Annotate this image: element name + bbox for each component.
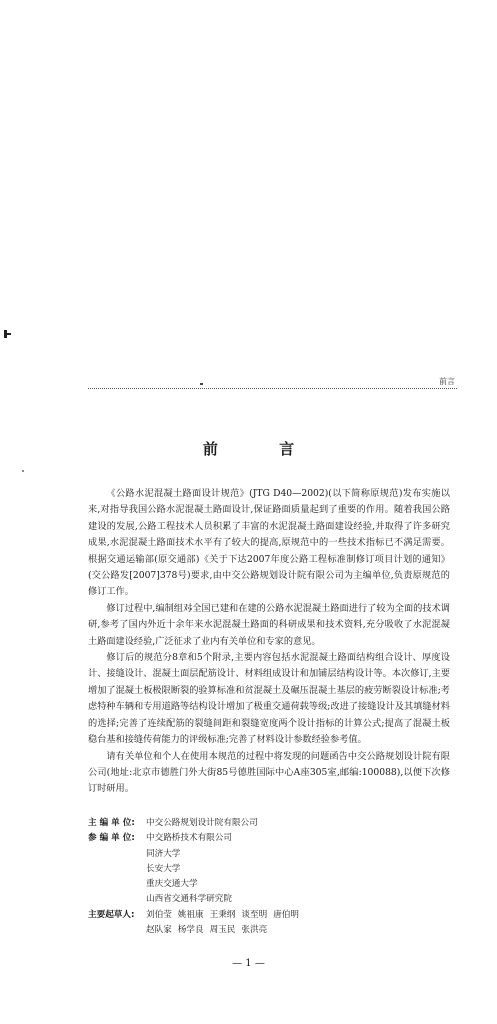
preface-body [88,486,450,798]
page-number: — 1 — [232,958,265,969]
participant-units-label: 参 编 单 位: [88,833,135,844]
chief-unit: 中交公路规划设计院有限公司 [146,818,258,828]
participant-unit: 中交路桥技术有限公司 [146,833,232,844]
paragraph: 请有关单位和个人在使用本规范的过程中将发现的问题函告中交公路规划设计院有限公司(地址:北京市德胜门外大街85号德胜国际中心A座305室,邮编:100088),以便下次修订时研用。 [88,750,450,795]
drafter-name: 杨学良 [177,925,204,936]
drafter-line [146,923,299,938]
binding-mark [4,330,7,338]
chief-unit-row [88,816,299,831]
drafter-name: 姚祖康 [177,909,204,920]
running-header-rule [88,388,457,389]
drafter-name: 王秉纲 [209,909,236,920]
scan-speck [22,470,24,472]
participant-units-row [88,831,299,907]
drafter-name: 刘伯莹 [146,909,172,920]
credits-block [88,816,299,938]
paragraph: 《公路水泥混凝土路面设计规范》(JTG D40—2002)(以下简称原规范)发布实施以来,对指导我国公路水泥混凝土路面设计,保证路面质量起到了重要的作用。随着我国公路建设的发展,公路工程技术人员积累了丰富的水泥混凝土路面建设经验,并取得了许多研究成果,水泥混凝土路面技术水平有了较大的提高,原规范中的一些技术指标已不满足需要。根据交通运输部(原交通部)《关于下达2007年度公路工程标准制修订项目计划的通知》(交公路发[2007]378号)要求,由中交公路规划设计院有限公司为主编单位,负责原规范的修订工作。 [88,488,450,598]
drafter-name: 唐伯明 [273,909,299,920]
scan-speck [200,383,203,385]
chief-unit-label: 主 编 单 位: [88,818,135,828]
drafters-label: 主要起草人: [88,909,135,920]
drafter-line [146,908,299,923]
participant-unit: 重庆交通大学 [146,879,198,890]
paragraph: 修订过程中,编制组对全国已建和在建的公路水泥混凝土路面进行了较为全面的技术调研,参考了国内外近十余年来水泥混凝土路面的科研成果和技术资料,充分吸收了水泥混凝土路面建设经验,广泛征求了业内有关单位和专家的意见。 [88,602,450,647]
running-header: 前言 [439,377,455,386]
participant-unit: 同济大学 [146,848,181,859]
drafters [146,908,299,939]
drafter-name: 周玉民 [209,925,236,936]
participant-unit: 山西省交通科学研究院 [146,894,232,905]
participant-unit: 长安大学 [146,863,181,874]
drafters-row [88,908,299,939]
drafter-name: 张洪亮 [241,925,268,936]
participant-units [146,831,232,907]
drafter-name: 赵队家 [146,925,172,936]
drafter-name: 谈至明 [241,909,268,920]
paragraph: 修订后的规范分8章和5个附录,主要内容包括水泥混凝土路面结构组合设计、厚度设计、接缝设计、混凝土面层配筋设计、材料组成设计和加铺层结构设计等。本次修订,主要增加了混凝土板极限断裂的验算标准和贫混凝土及碾压混凝土基层的疲劳断裂设计标准;考虑特种车辆和专用道路等结构设计增加了极重交通荷载等级;改进了接缝设计及其填缝材料的选择;完善了连续配筋的裂缝间距和裂缝宽度两个设计指标的计算公式;提高了混凝土板稳台基和接缝传荷能力的评级标准;完善了材料设计参数经验参考值。 [88,652,450,746]
page-title: 前 言 [202,440,323,458]
